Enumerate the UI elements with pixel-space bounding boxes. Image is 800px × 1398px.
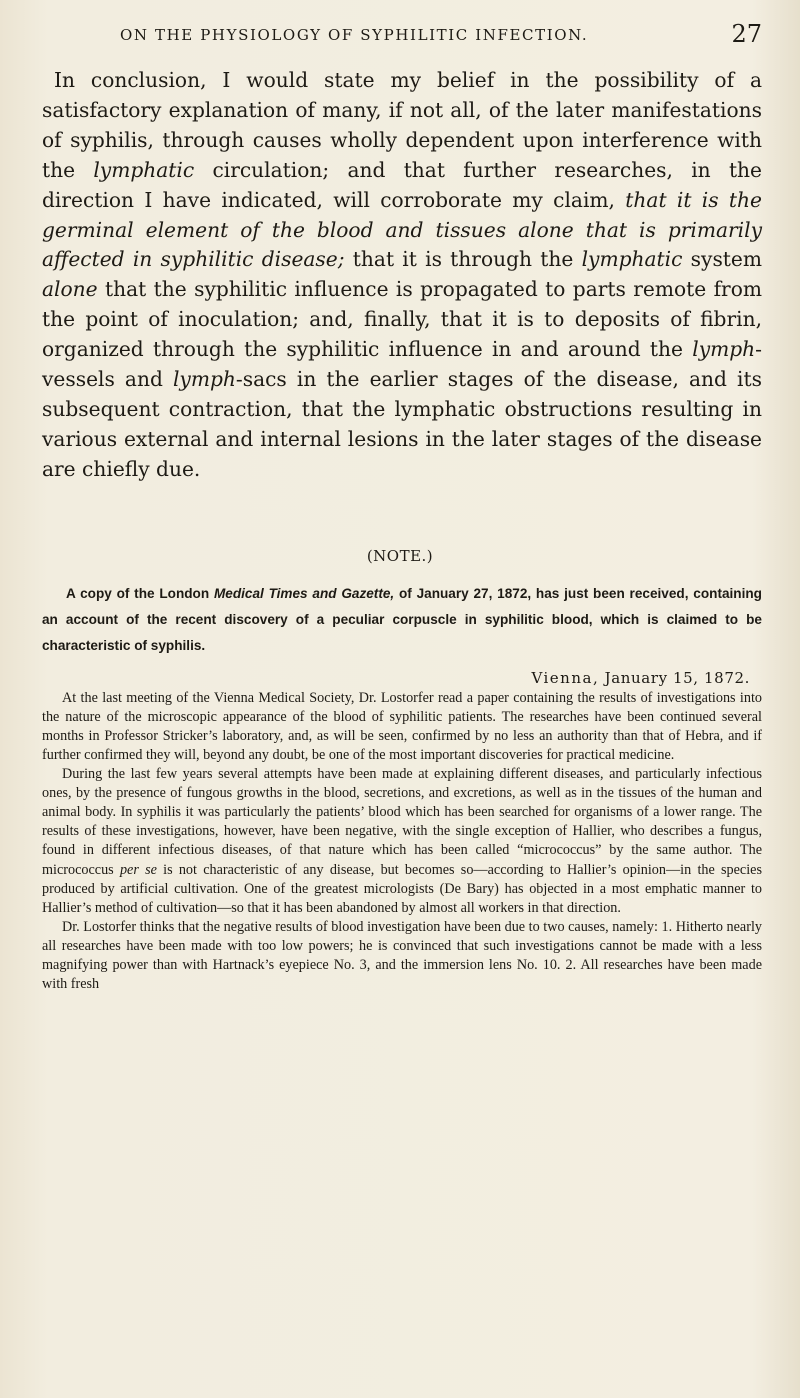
note-heading: (NOTE.) [366, 546, 434, 565]
conclusion-emphasis: lymph [172, 367, 236, 392]
conclusion-emphasis: alone [42, 277, 98, 302]
note-intro-text: of January 27, 1872, has just been received, containing an account of the recent discovery of a peculiar corpuscle in syphilitic blood, which is claimed to be characteristic of syphilis. [42, 585, 762, 653]
conclusion-text: In conclusion, I would state my belief in the possibility of a satisfactory explanation of many, if not all, of the later manifestations of syphilis, through causes wholly dependent upon interference with the [42, 68, 762, 182]
dateline-date: January 15, 1872. [599, 668, 750, 687]
conclusion-text: system [682, 247, 763, 272]
note-intro [42, 581, 762, 659]
conclusion-emphasis: lymph [692, 337, 756, 362]
journal-title: Medical Times and Gazette, [213, 585, 395, 601]
conclusion-paragraph [42, 66, 762, 485]
note-intro-text: A copy of the London [66, 585, 214, 601]
conclusion-text: that the syphilitic influence is propagated to parts remote from the point of inoculation; and, finally, that it is to deposits of fibrin, organized through the syphilitic influence in and around the [42, 277, 762, 362]
page-number: 27 [731, 20, 762, 48]
report-text: During the last few years several attempts have been made at explaining different diseases, and particularly infectious ones, by the presence of fungous growths in the blood, secretions, and excretions, as well as in the tissues of the human and animal body. In syphilis it was particularly the patients’ blood which has been searched for organisms of a lower range. The results of these investigations, however, have been negative, with the single exception of Hallier, who describes a fungus, found in different infectious diseases, of that nature which has been called “micrococcus” by the same author. The micrococcus [42, 766, 762, 878]
conclusion-text: that it is through the [344, 247, 582, 272]
report-paragraph-3: Dr. Lostorfer thinks that the negative results of blood investigation have been due to two causes, namely: 1. Hitherto nearly all researches have been made with too low powers; he is convinced that such investigations cannot be made with a less magnifying power than with Hartnack’s eyepiece No. 3, and the immersion lens No. 10. 2. All researches have been made with fresh [42, 918, 762, 993]
conclusion-emphasis: lymphatic [93, 157, 195, 182]
running-head [38, 22, 762, 54]
report-paragraph-2 [42, 765, 762, 918]
report-emphasis: per se [119, 861, 157, 878]
conclusion-emphasis: lymphatic [581, 247, 683, 272]
dateline-place: Vienna, [531, 668, 600, 687]
conclusion-text: -vessels and [42, 337, 762, 392]
report-text: is not characteristic of any disease, but becomes so—according to Hallier’s opinion—in the species produced by artificial cultivation. One of the greatest micrologists (De Bary) has objected in a most emphatic manner to Hallier’s method of cultivation—so that it has been abandoned by almost all workers in that direction. [42, 861, 762, 916]
conclusion-text: circulation; and that further researches, in the direction I have indicated, will corroborate my claim, [42, 157, 763, 212]
dateline [38, 669, 762, 687]
report-paragraph-1: At the last meeting of the Vienna Medical Society, Dr. Lostorfer read a paper containing the results of investigations into the nature of the microscopic appearance of the blood of syphilitic patients. The researches have been continued several months in Professor Stricker’s laboratory, and, as will be seen, confirmed by no less an authority than that of Hebra, and if further confirmed they will, beyond any doubt, be one of the most important discoveries for practical medicine. [42, 689, 762, 763]
running-head-title: ON THE PHYSIOLOGY OF SYPHILITIC INFECTION. [120, 26, 589, 44]
conclusion-emphasis: that it is the germinal element of the blood and tissues alone that is primarily affected in syphilitic disease; [42, 187, 762, 272]
conclusion-text: -sacs in the earlier stages of the disease, and its subsequent contraction, that the lymphatic obstructions resulting in various external and internal lesions in the later stages of the disease are chiefly due. [42, 367, 762, 481]
